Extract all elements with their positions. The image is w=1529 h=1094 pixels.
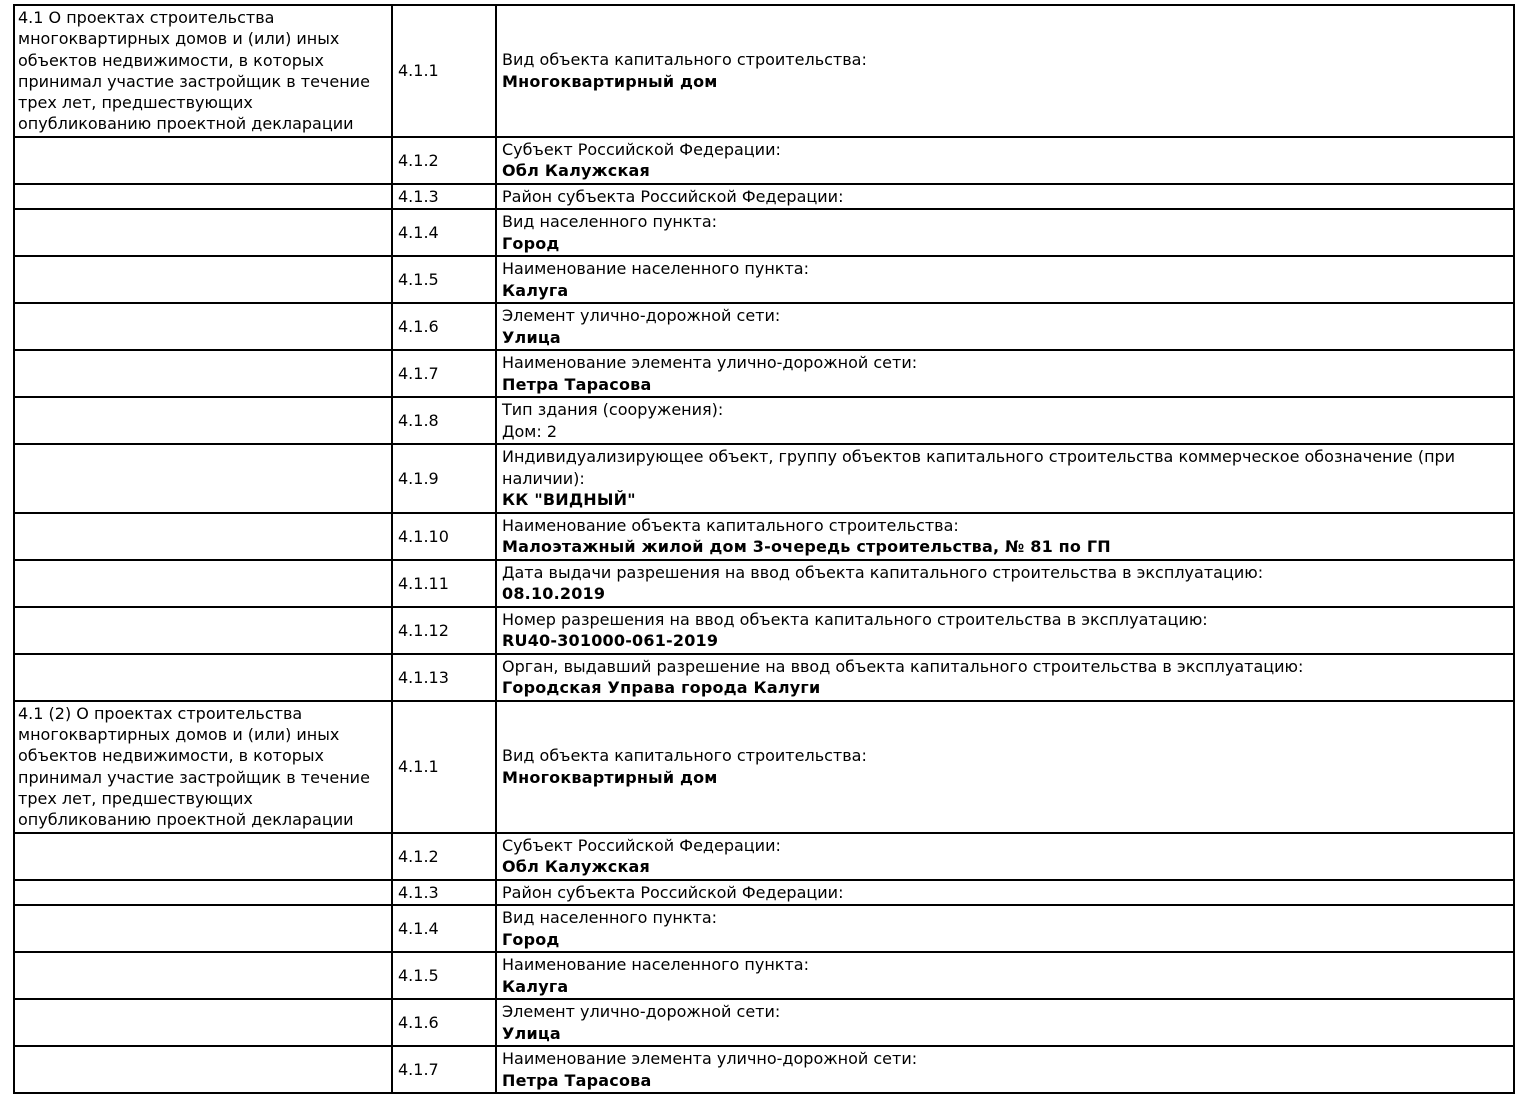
empty-cell <box>14 256 392 303</box>
field-label: Наименование населенного пункта: <box>502 955 809 975</box>
field-label: Элемент улично-дорожной сети: <box>502 1002 781 1022</box>
field-label: Тип здания (сооружения): <box>502 400 724 420</box>
row-code: 4.1.1 <box>392 701 496 833</box>
row-code: 4.1.13 <box>392 654 496 701</box>
field-cell <box>496 350 1514 397</box>
row-code: 4.1.8 <box>392 397 496 444</box>
table-row <box>14 701 1514 833</box>
field-value: Петра Тарасова <box>502 374 652 394</box>
empty-cell <box>14 444 392 513</box>
row-code: 4.1.10 <box>392 513 496 560</box>
field-value: Город <box>502 929 560 949</box>
empty-cell <box>14 607 392 654</box>
field-cell <box>496 880 1514 906</box>
table-row <box>14 607 1514 654</box>
field-value: Малоэтажный жилой дом 3-очередь строительства, № 81 по ГП <box>502 537 1111 557</box>
field-label: Дата выдачи разрешения на ввод объекта капитального строительства в эксплуатацию: <box>502 562 1264 582</box>
field-cell <box>496 513 1514 560</box>
field-value: RU40-301000-061-2019 <box>502 631 719 651</box>
field-label: Субъект Российской Федерации: <box>502 835 781 855</box>
field-cell <box>496 701 1514 833</box>
project-declaration-table <box>13 4 1515 1094</box>
row-code: 4.1.6 <box>392 999 496 1046</box>
row-code: 4.1.4 <box>392 209 496 256</box>
field-cell <box>496 560 1514 607</box>
row-code: 4.1.9 <box>392 444 496 513</box>
field-value: Дом: 2 <box>502 421 558 441</box>
row-code: 4.1.5 <box>392 952 496 999</box>
empty-cell <box>14 350 392 397</box>
section-2-description-cell <box>14 701 392 833</box>
field-value: Обл Калужская <box>502 161 651 181</box>
table-row <box>14 303 1514 350</box>
field-label: Индивидуализирующее объект, группу объектов капитального строительства коммерческое обозначение (при наличии): <box>502 447 1456 488</box>
field-cell <box>496 137 1514 184</box>
empty-cell <box>14 833 392 880</box>
empty-cell <box>14 209 392 256</box>
field-value: Улица <box>502 327 561 347</box>
table-row <box>14 513 1514 560</box>
table-row <box>14 654 1514 701</box>
table-row <box>14 905 1514 952</box>
field-cell <box>496 654 1514 701</box>
table-row <box>14 350 1514 397</box>
field-value: Многоквартирный дом <box>502 767 718 787</box>
section-header: 4.1 (2) О проектах строительства многоквартирных домов и (или) иных объектов недвижимости, в которых принимал участие застройщик в течение трех лет, предшествующих опубликованию проектной декларации <box>18 703 370 830</box>
field-label: Вид объекта капитального строительства: <box>502 746 867 766</box>
row-code: 4.1.2 <box>392 833 496 880</box>
field-value: Калуга <box>502 280 569 300</box>
field-cell <box>496 952 1514 999</box>
row-code: 4.1.2 <box>392 137 496 184</box>
row-code: 4.1.12 <box>392 607 496 654</box>
empty-cell <box>14 905 392 952</box>
field-cell <box>496 5 1514 137</box>
field-cell <box>496 184 1514 210</box>
empty-cell <box>14 952 392 999</box>
field-cell <box>496 444 1514 513</box>
row-code: 4.1.3 <box>392 184 496 210</box>
section-1-description-cell <box>14 5 392 137</box>
field-value: Калуга <box>502 976 569 996</box>
field-cell <box>496 833 1514 880</box>
field-cell <box>496 303 1514 350</box>
table-row <box>14 256 1514 303</box>
table-row <box>14 137 1514 184</box>
field-label: Район субъекта Российской Федерации: <box>502 882 844 902</box>
row-code: 4.1.3 <box>392 880 496 906</box>
table-row <box>14 1046 1514 1093</box>
field-value: Петра Тарасова <box>502 1070 652 1090</box>
empty-cell <box>14 880 392 906</box>
row-code: 4.1.6 <box>392 303 496 350</box>
field-cell <box>496 209 1514 256</box>
field-cell <box>496 999 1514 1046</box>
table-row <box>14 833 1514 880</box>
field-label: Вид населенного пункта: <box>502 212 718 232</box>
section-header: 4.1 О проектах строительства многоквартирных домов и (или) иных объектов недвижимости, в которых принимал участие застройщик в течение трех лет, предшествующих опубликованию проектной декларации <box>18 8 370 134</box>
table-row <box>14 880 1514 906</box>
field-cell <box>496 607 1514 654</box>
field-cell <box>496 1046 1514 1093</box>
empty-cell <box>14 560 392 607</box>
empty-cell <box>14 303 392 350</box>
empty-cell <box>14 513 392 560</box>
table-row <box>14 209 1514 256</box>
field-value: КК "ВИДНЫЙ" <box>502 490 636 510</box>
field-label: Наименование элемента улично-дорожной сети: <box>502 1049 918 1069</box>
row-code: 4.1.11 <box>392 560 496 607</box>
table-row <box>14 999 1514 1046</box>
field-value: Улица <box>502 1023 561 1043</box>
table-row <box>14 5 1514 137</box>
row-code: 4.1.4 <box>392 905 496 952</box>
field-cell <box>496 256 1514 303</box>
field-value: Город <box>502 233 560 253</box>
table-row <box>14 952 1514 999</box>
table-row <box>14 560 1514 607</box>
field-label: Орган, выдавший разрешение на ввод объекта капитального строительства в эксплуатацию: <box>502 656 1304 676</box>
empty-cell <box>14 654 392 701</box>
empty-cell <box>14 397 392 444</box>
empty-cell <box>14 137 392 184</box>
field-value: Многоквартирный дом <box>502 71 718 91</box>
field-label: Элемент улично-дорожной сети: <box>502 306 781 326</box>
field-value: 08.10.2019 <box>502 584 606 604</box>
field-label: Вид объекта капитального строительства: <box>502 50 867 70</box>
table-row <box>14 444 1514 513</box>
empty-cell <box>14 184 392 210</box>
field-cell <box>496 397 1514 444</box>
row-code: 4.1.1 <box>392 5 496 137</box>
row-code: 4.1.7 <box>392 350 496 397</box>
empty-cell <box>14 999 392 1046</box>
row-code: 4.1.7 <box>392 1046 496 1093</box>
field-label: Наименование населенного пункта: <box>502 259 809 279</box>
field-label: Район субъекта Российской Федерации: <box>502 186 844 206</box>
field-label: Субъект Российской Федерации: <box>502 139 781 159</box>
table-row <box>14 397 1514 444</box>
field-value: Обл Калужская <box>502 857 651 877</box>
row-code: 4.1.5 <box>392 256 496 303</box>
field-label: Наименование объекта капитального строительства: <box>502 515 959 535</box>
field-value: Городская Управа города Калуги <box>502 678 821 698</box>
field-label: Вид населенного пункта: <box>502 908 718 928</box>
table-row <box>14 184 1514 210</box>
field-label: Номер разрешения на ввод объекта капитального строительства в эксплуатацию: <box>502 609 1208 629</box>
field-label: Наименование элемента улично-дорожной сети: <box>502 353 918 373</box>
field-cell <box>496 905 1514 952</box>
empty-cell <box>14 1046 392 1093</box>
